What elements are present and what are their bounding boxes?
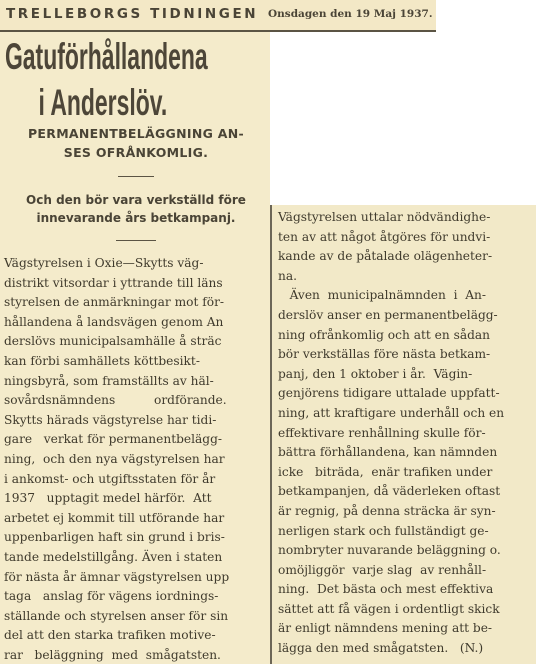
text-line: Skytts härads vägstyrelse har tidi-: [4, 412, 217, 427]
text-line: distrikt vitsordar i yttrande till läns: [4, 275, 223, 290]
subheading-line-2: SES OFRÅNKOMLIG.: [63, 145, 209, 160]
section-divider: [116, 240, 156, 241]
text-line: i ankomst- och utgiftsstaten för år: [4, 471, 216, 486]
text-line: 1937 upptagit medel härför. Att: [4, 491, 212, 506]
text-line: för nästa år ämnar vägstyrelsen upp: [4, 569, 230, 584]
text-line: betkampanjen, då väderleken oftast: [278, 484, 501, 499]
text-line: omöjliggör varje slag av renhåll-: [278, 562, 487, 577]
article-body-right: [278, 208, 530, 659]
text-line: genjörens tidigare uttalade uppfatt-: [278, 386, 500, 401]
masthead: [0, 0, 436, 32]
text-line: ten av att något åtgöres för undvi-: [278, 229, 491, 244]
text-line: tande medelstillgång. Även i staten: [4, 549, 223, 564]
text-line: nerligen stark och fullständigt ge-: [278, 523, 489, 538]
headline: [0, 34, 208, 126]
deck: [8, 191, 264, 227]
text-line: na.: [278, 268, 297, 283]
text-line: är regnig, på denna sträcka är syn-: [278, 503, 496, 518]
deck-line-2: innevarande års betkampanj.: [36, 211, 236, 225]
text-line: gare verkat för permanentbelägg-: [4, 432, 222, 447]
text-line: taga anslag för vägens iordnings-: [4, 589, 219, 604]
text-line: Vägstyrelsen uttalar nödvändighe-: [278, 210, 491, 224]
text-line: sättet att få vägen i ordentligt skick: [278, 601, 500, 616]
text-line: kande av de påtalade olägenheter-: [278, 249, 493, 264]
text-line: ning. Det bästa och mest effektiva: [278, 582, 494, 597]
subheading: [8, 124, 264, 162]
text-line: nombryter nuvarande beläggning o.: [278, 543, 501, 558]
text-line: rar beläggning med smågatsten.: [4, 647, 221, 662]
text-line: derslövs municipalsamhälle å sträc: [4, 334, 222, 349]
newspaper-name: TRELLEBORGS TIDNINGEN: [6, 6, 259, 22]
text-line: lägga den med smågatsten. (N.): [278, 641, 484, 656]
text-line: ning, och den nya vägstyrelsen har: [4, 451, 225, 466]
text-line: hållandena å landsvägen genom An: [4, 314, 224, 329]
text-line: är enligt nämndens mening att be-: [278, 621, 493, 636]
article-body-left: [4, 254, 262, 665]
text-line: kan förbi samhällets köttbesikt-: [4, 353, 200, 368]
text-line: Vägstyrelsen i Oxie—Skytts väg-: [4, 256, 204, 270]
text-line: ställande och styrelsen anser för sin: [4, 608, 229, 623]
headline-line-2: i Anderslöv.: [38, 82, 168, 123]
text-line: Även municipalnämnden i An-: [278, 288, 487, 303]
text-line: styrelsen de anmärkningar mot för-: [4, 295, 225, 310]
text-line: panj, den 1 oktober i år. Vägin-: [278, 366, 473, 381]
text-line: uppenbarligen haft sin grund i bris-: [4, 530, 225, 545]
text-line: arbetet ej kommit till utförande har: [4, 510, 225, 525]
text-line: ningsbyrå, som framställts av häl-: [4, 373, 214, 388]
text-line: icke biträda, enär trafiken under: [278, 464, 493, 479]
text-line: bör verkställas före nästa betkam-: [278, 347, 491, 362]
section-divider: [118, 176, 154, 177]
text-line: bättra förhållandena, kan nämnden: [278, 445, 498, 460]
text-line: ning, att kraftigare underhåll och en: [278, 405, 505, 420]
text-line: derslöv anser en permanentbelägg-: [278, 307, 498, 322]
issue-date: Onsdagen den 19 Maj 1937.: [268, 8, 433, 20]
text-line: effektivare renhållning skulle för-: [278, 425, 486, 440]
deck-line-1: Och den bör vara verkställd före: [26, 193, 246, 207]
text-line: sovårdsnämndens ordförande.: [4, 393, 227, 408]
subheading-line-1: PERMANENTBELÄGGNING AN-: [27, 126, 245, 141]
text-line: del att den starka trafiken motive-: [4, 628, 216, 643]
text-line: ning ofrånkomlig och att en sådan: [278, 327, 491, 342]
headline-line-1: Gatuförhållandena: [4, 36, 208, 77]
